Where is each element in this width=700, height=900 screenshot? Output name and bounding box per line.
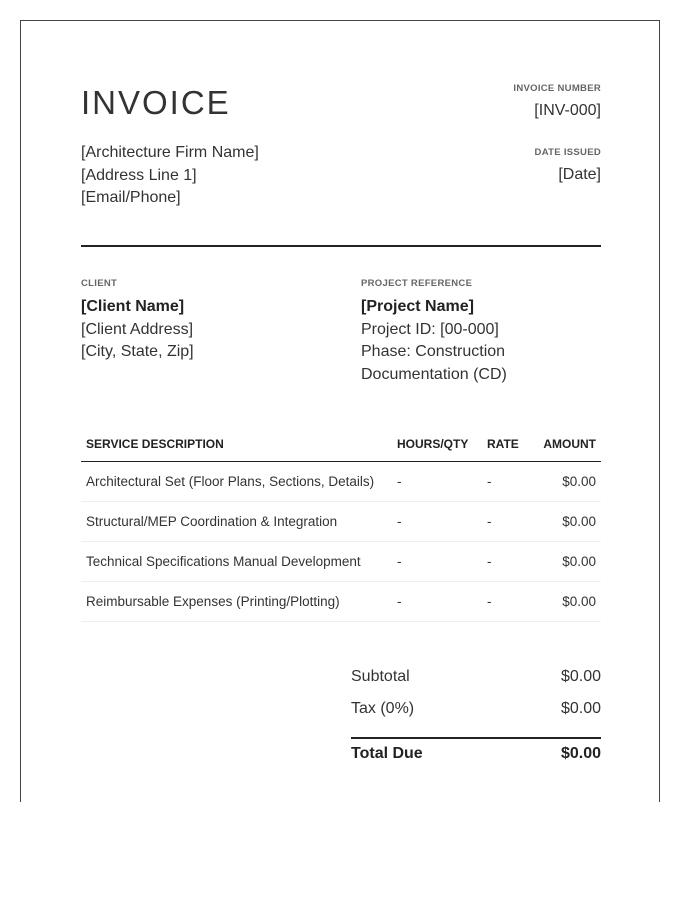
total-due-row	[351, 739, 601, 769]
project-block	[361, 278, 601, 386]
invoice-number-block	[513, 83, 601, 122]
subtotal-label: Subtotal	[351, 668, 410, 685]
row-rate: -	[482, 502, 536, 542]
services-table	[81, 426, 601, 622]
project-label: PROJECT REFERENCE	[361, 278, 473, 289]
invoice-page	[20, 20, 660, 802]
row-description: Reimbursable Expenses (Printing/Plotting)	[81, 582, 392, 622]
table-header-row	[81, 426, 601, 462]
firm-name: [Architecture Firm Name]	[81, 144, 259, 161]
total-due-label: Total Due	[351, 745, 423, 762]
row-hours-qty: -	[392, 502, 482, 542]
client-city: [City, State, Zip]	[81, 343, 194, 360]
tax-row	[351, 693, 601, 725]
row-description: Architectural Set (Floor Plans, Sections, Details)	[81, 462, 392, 502]
row-amount: $0.00	[536, 542, 601, 582]
project-id: Project ID: [00-000]	[361, 320, 499, 338]
row-rate: -	[482, 582, 536, 622]
totals-block	[351, 661, 601, 769]
tax-value: $0.00	[560, 700, 601, 717]
row-hours-qty: -	[392, 582, 482, 622]
row-description: Technical Specifications Manual Development	[81, 542, 392, 582]
client-block	[81, 278, 341, 364]
header-hours-qty: HOURS/QTY	[392, 426, 482, 462]
header-amount: AMOUNT	[536, 426, 601, 462]
table-row	[81, 582, 601, 622]
table-row	[81, 542, 601, 582]
firm-contact: [Email/Phone]	[81, 189, 181, 206]
project-phase-line1: Phase: Construction	[361, 343, 506, 360]
header-rate: RATE	[482, 426, 536, 462]
date-issued-label: DATE ISSUED	[534, 147, 601, 158]
row-amount: $0.00	[536, 462, 601, 502]
invoice-number-value: [INV-000]	[534, 102, 601, 119]
row-hours-qty: -	[392, 462, 482, 502]
row-hours-qty: -	[392, 542, 482, 582]
header-divider	[81, 245, 601, 247]
row-amount: $0.00	[536, 502, 601, 542]
client-label: CLIENT	[81, 278, 118, 289]
subtotal-value: $0.00	[560, 668, 601, 685]
date-issued-block	[535, 147, 601, 186]
tax-label: Tax (0%)	[351, 700, 415, 717]
table-row	[81, 502, 601, 542]
firm-info	[81, 142, 259, 210]
client-address: [Client Address]	[81, 320, 194, 338]
firm-address: [Address Line 1]	[81, 166, 197, 184]
row-amount: $0.00	[536, 582, 601, 622]
row-description: Structural/MEP Coordination & Integration	[81, 502, 392, 542]
invoice-number-label: INVOICE NUMBER	[513, 83, 601, 94]
table-row	[81, 462, 601, 502]
row-rate: -	[482, 542, 536, 582]
project-phase-line2: Documentation (CD)	[361, 365, 507, 383]
row-rate: -	[482, 462, 536, 502]
client-name: [Client Name]	[81, 298, 185, 315]
subtotal-row	[351, 661, 601, 693]
date-issued-value: [Date]	[558, 166, 601, 183]
header-description: SERVICE DESCRIPTION	[81, 426, 392, 462]
invoice-title: INVOICE	[81, 84, 231, 121]
total-due-value: $0.00	[560, 745, 601, 762]
project-name: [Project Name]	[361, 298, 474, 315]
